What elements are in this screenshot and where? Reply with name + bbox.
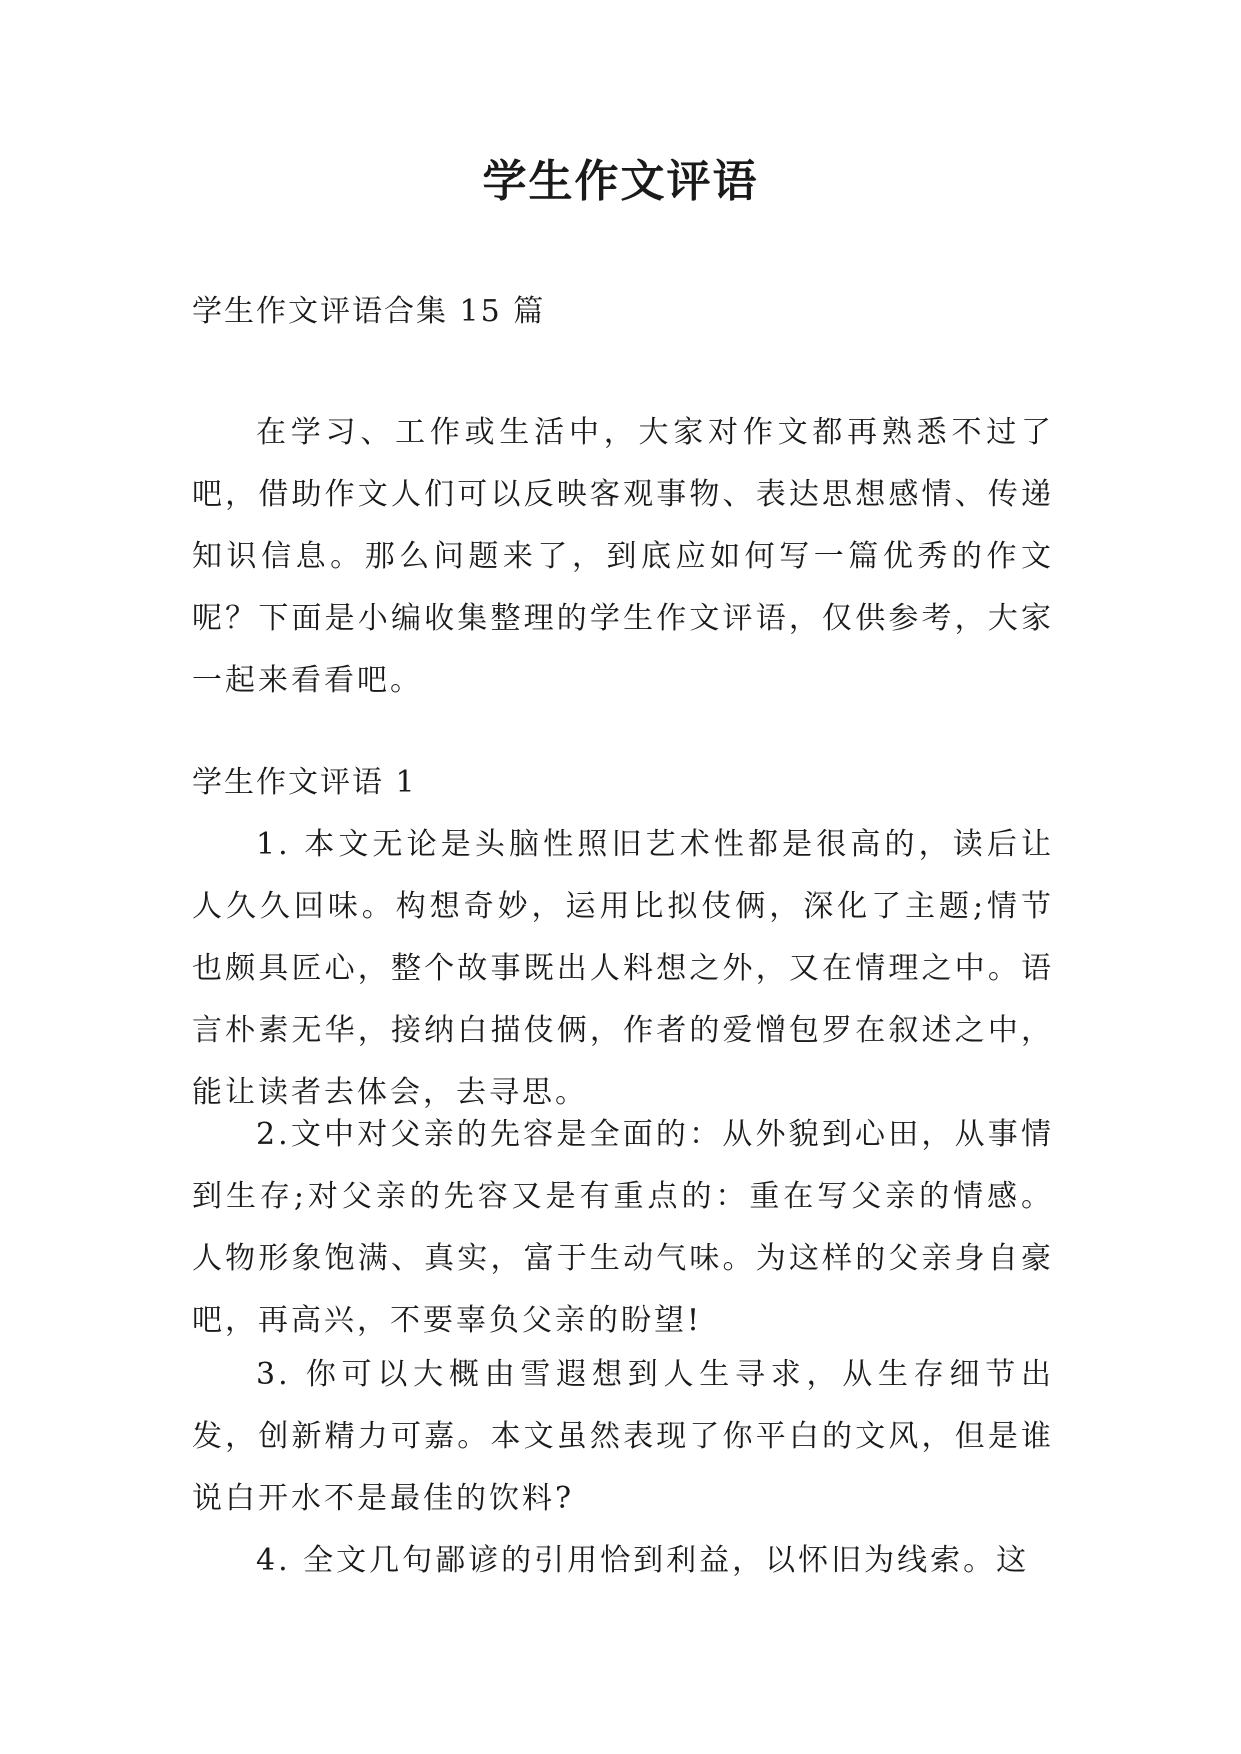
comment-item-3: 3. 你可以大概由雪遐想到人生寻求，从生存细节出发，创新精力可嘉。本文虽然表现了你平白的文风，但是谁说白开水不是最佳的饮料? <box>192 1357 1054 1516</box>
section-heading: 学生作文评语 1 <box>192 765 417 800</box>
comment-item-4: 4. 全文几句鄙谚的引用恰到利益，以怀旧为线索。这 <box>256 1543 1030 1578</box>
document-subtitle: 学生作文评语合集 15 篇 <box>192 294 546 329</box>
document-title: 学生作文评语 <box>482 156 759 207</box>
intro-paragraph: 在学习、工作或生活中，大家对作文都再熟悉不过了吧，借助作文人们可以反映客观事物、表达思想感情、传递知识信息。那么问题来了，到底应如何写一篇优秀的作文呢？下面是小编收集整理的学生作文评语，仅供参考，大家一起来看看吧。 <box>192 415 1054 698</box>
comment-item-2: 2.文中对父亲的先容是全面的：从外貌到心田，从事情到生存;对父亲的先容又是有重点的：重在写父亲的情感。人物形象饱满、真实，富于生动气味。为这样的父亲身自豪吧，再高兴，不要辜负父亲的盼望! <box>192 1117 1054 1338</box>
comment-item-1: 1. 本文无论是头脑性照旧艺术性都是很高的，读后让人久久回味。构想奇妙，运用比拟伎俩，深化了主题;情节也颇具匠心，整个故事既出人料想之外，又在情理之中。语言朴素无华，接纳白描伎俩，作者的爱憎包罗在叙述之中，能让读者去体会，去寻思。 <box>192 827 1054 1110</box>
